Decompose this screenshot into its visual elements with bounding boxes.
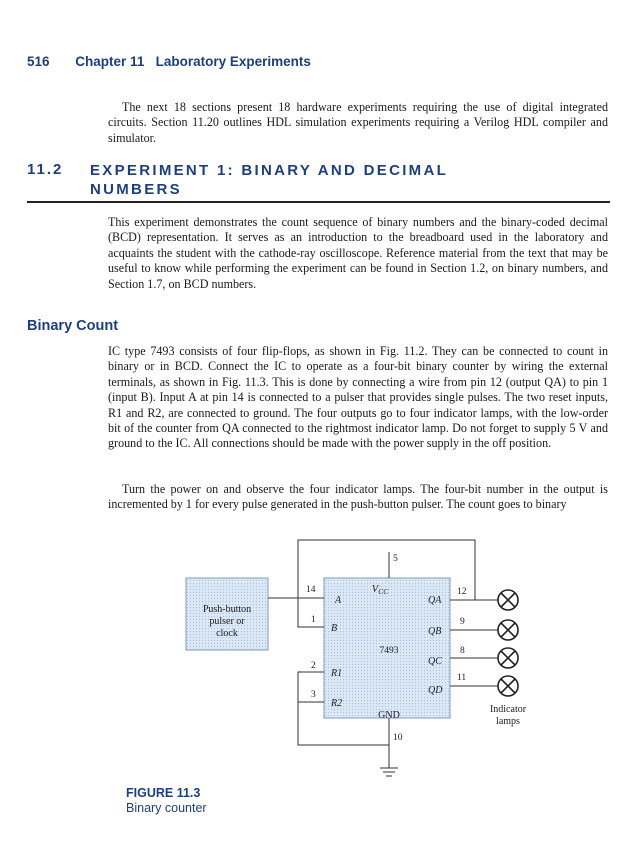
figure-caption-text: Binary counter <box>126 801 207 815</box>
lamps-label-1: Indicator <box>489 704 527 715</box>
section-number: 11.2 <box>27 161 64 178</box>
pulser-label-3: clock <box>216 628 238 639</box>
pin-14-number: 14 <box>306 585 316 595</box>
lamp-icon <box>498 648 518 668</box>
pin-qd-label: QD <box>428 685 443 696</box>
lamps-label-2: lamps <box>496 716 520 727</box>
pin-12-number: 12 <box>457 587 467 597</box>
gnd-label: GND <box>378 710 400 721</box>
pin-r2-label: R2 <box>331 698 343 709</box>
pulser-label-1: Push-button <box>202 604 252 615</box>
ic-name: 7493 <box>379 646 399 656</box>
binary-count-paragraph-2: Turn the power on and observe the four indicator lamps. The four-bit number in the output is incremented by 1 for every pulse generated in the push-button pulser. The count goes to binary <box>108 482 608 512</box>
lamp-icon <box>498 676 518 696</box>
pin-b-label: B <box>331 623 338 634</box>
pin-9-number: 9 <box>460 617 465 627</box>
running-title: Chapter 11 Laboratory Experiments <box>75 54 311 69</box>
pin-5-number: 5 <box>393 554 398 564</box>
pulser-label-2: pulser or <box>209 616 245 627</box>
pin-1-number: 1 <box>311 615 316 625</box>
intro-paragraph: The next 18 sections present 18 hardware experiments requiring the use of digital integrated circuits. Section 11.20 outlines HDL simulation experiments requiring a Verilog HDL compiler and simulator. <box>108 100 608 145</box>
section-paragraph: This experiment demonstrates the count sequence of binary numbers and the binary-coded decimal (BCD) representation. It serves as an introduction to the breadboard used in the laboratory and acquaints the student with the cathode-ray oscilloscope. Reference material from the text that may be useful to know while performing the experiment can be found in Section 1.2, on binary numbers, and Section 1.7, on BCD numbers. <box>108 215 608 291</box>
pin-2-number: 2 <box>311 661 316 671</box>
pin-qc-label: QC <box>428 656 442 667</box>
pin-11-number: 11 <box>457 673 467 683</box>
figure-caption <box>126 786 207 816</box>
pin-a-label: A <box>335 595 342 606</box>
lamp-icon <box>498 590 518 610</box>
pin-10-number: 10 <box>393 733 403 743</box>
subsection-title: Binary Count <box>27 318 119 334</box>
pin-8-number: 8 <box>460 646 465 656</box>
pin-r1-label: R1 <box>331 668 343 679</box>
section-title: EXPERIMENT 1: BINARY AND DECIMAL NUMBERS <box>90 162 448 198</box>
lamp-icon <box>498 620 518 640</box>
pin-qb-label: QB <box>428 626 442 637</box>
page-number: 516 <box>27 54 50 69</box>
pin-3-number: 3 <box>311 690 316 700</box>
pin-qa-label: QA <box>428 595 442 606</box>
figure-label: FIGURE 11.3 <box>126 786 201 800</box>
binary-count-paragraph-1: IC type 7493 consists of four flip-flops, as shown in Fig. 11.2. They can be connected to count in binary or in BCD. Connect the IC to operate as a four-bit binary counter by wiring the external terminals, as shown in Fig. 11.3. This is done by connecting a wire from pin 12 (output QA) to pin 1 (input B). Input A at pin 14 is connected to a pulser that provides single pulses. The two reset inputs, R1 and R2, are connected to ground. The four outputs go to four indicator lamps, with the low-order bit of the counter from QA connected to the rightmost indicator lamp. Do not forget to supply 5 V and ground to the IC. All connections should be made with the power supply in the off position. <box>108 344 608 451</box>
vcc-label: VCC <box>371 584 389 596</box>
indicator-lamps <box>498 590 518 696</box>
